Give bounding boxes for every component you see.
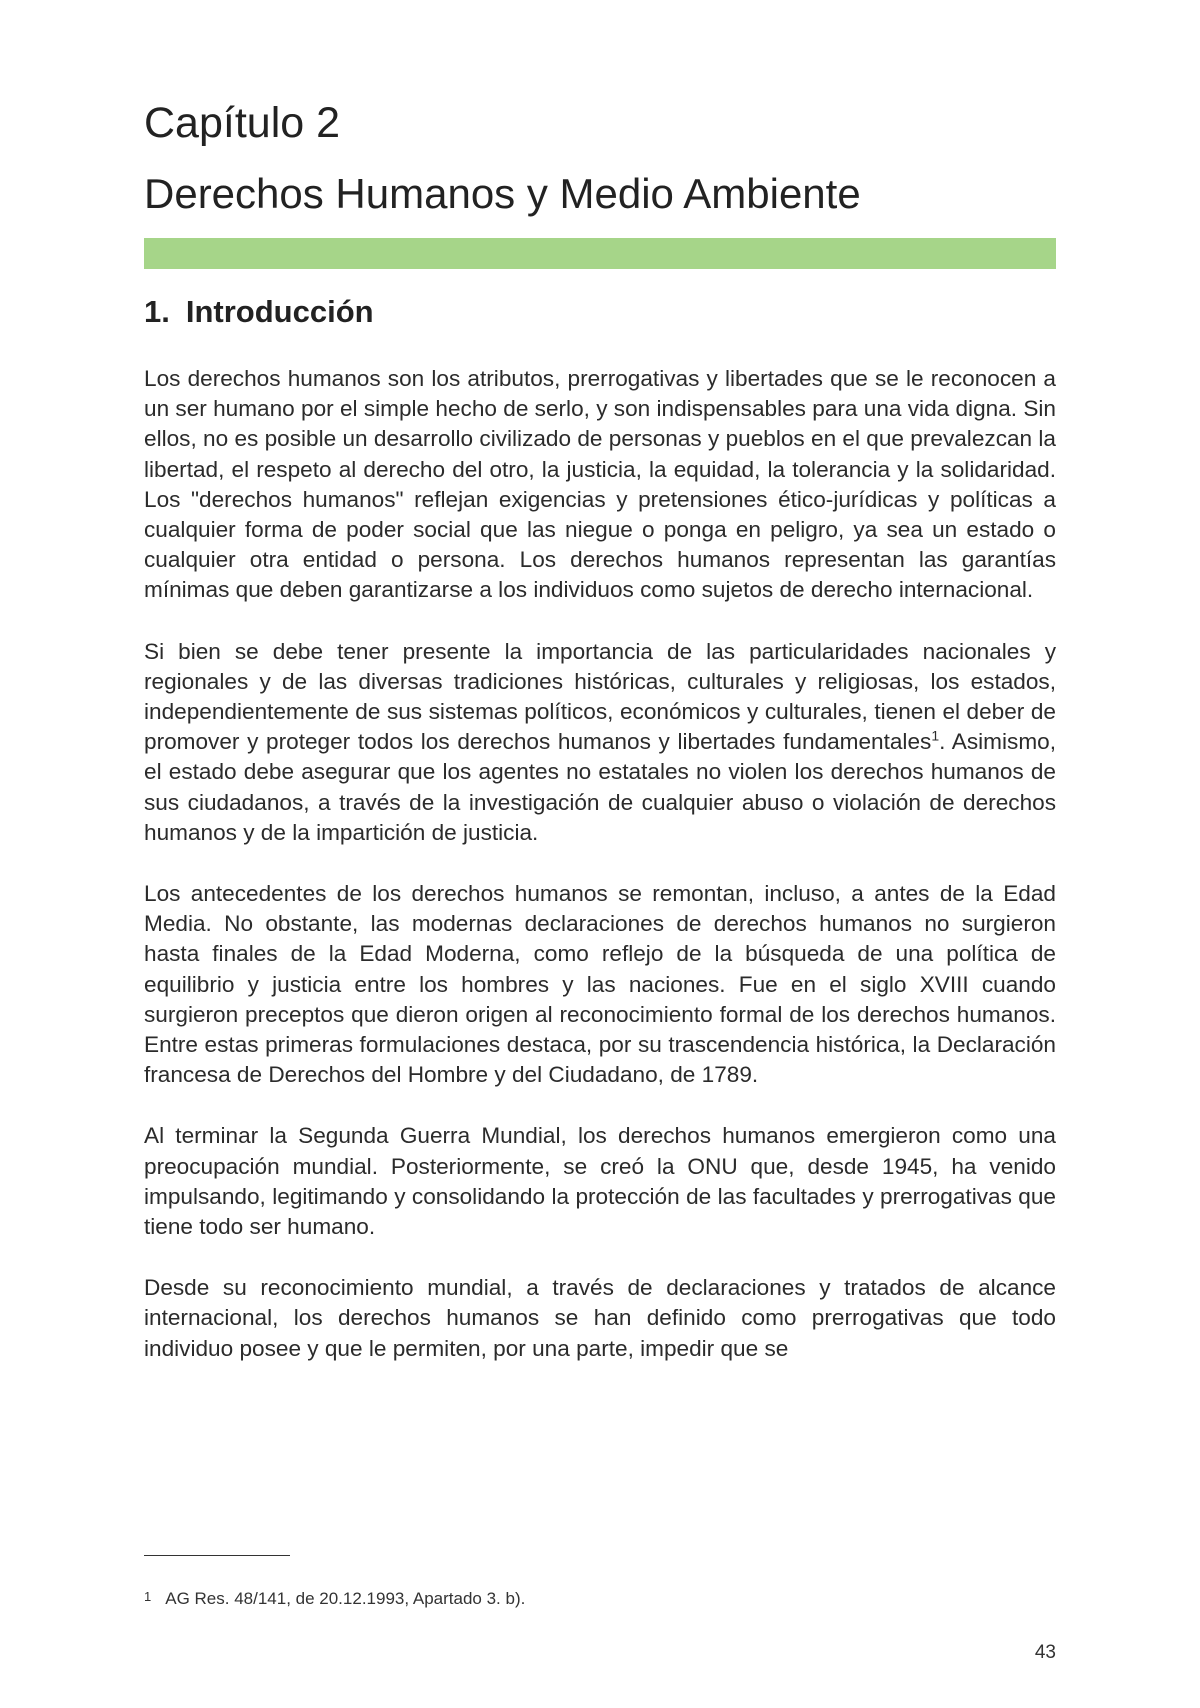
section-number: 1.	[144, 294, 170, 329]
page-number: 43	[1034, 1642, 1056, 1663]
paragraph-4: Al terminar la Segunda Guerra Mundial, los derechos humanos emergieron como una preocupación mundial. Posteriormente, se creó la ONU que, desde 1945, ha venido impulsando, legitimando y consolidando la protección de las facultades y prerrogativas que tiene todo ser humano.	[144, 1123, 1056, 1240]
paragraph-1: Los derechos humanos son los atributos, prerrogativas y libertades que se le reconocen a un ser humano por el simple hecho de serlo, y son indispensables para una vida digna. Sin ellos, no es posible un desarrollo civilizado de personas y pueblos en el que prevalezcan la libertad, el respeto al derecho del otro, la justicia, la equidad, la tolerancia y la solidaridad. Los "derechos humanos" reflejan exigencias y pretensiones ético-jurídicas y políticas a cualquier forma de poder social que las niegue o ponga en peligro, ya sea un estado o cualquier otra entidad o persona. Los derechos humanos representan las garantías mínimas que deben garantizarse a los individuos como sujetos de derecho internacional.	[144, 366, 1056, 603]
footnote-reference[interactable]: 1	[931, 727, 940, 744]
paragraph-5: Desde su reconocimiento mundial, a través de declaraciones y tratados de alcance internacional, los derechos humanos se han definido como prerrogativas que todo individuo posee y que le permiten, por una parte, impedir que se	[144, 1275, 1056, 1361]
chapter-label: Capítulo 2	[144, 99, 341, 147]
paragraph-2	[144, 637, 1056, 848]
footnote-text: AG Res. 48/141, de 20.12.1993, Apartado 3. b).	[165, 1589, 526, 1608]
document-page	[144, 0, 1056, 1708]
footnote	[144, 1590, 525, 1607]
chapter-accent-bar	[144, 238, 1056, 269]
chapter-title: Derechos Humanos y Medio Ambiente	[144, 170, 861, 217]
section-heading	[144, 296, 374, 327]
footnote-mark: 1	[144, 1589, 152, 1604]
section-title: Introducción	[185, 294, 374, 329]
paragraph-2-text-start: Si bien se debe tener presente la importancia de las particularidades nacionales y regionales y de las diversas tradiciones históricas, culturales y religiosas, los estados, independientemente de sus sistemas políticos, económicos y culturales, tienen el deber de promover y proteger todos los derechos humanos y libertades fundamentales	[144, 638, 1056, 755]
body-text	[144, 364, 1056, 1395]
paragraph-3: Los antecedentes de los derechos humanos se remontan, incluso, a antes de la Edad Media. No obstante, las modernas declaraciones de derechos humanos no surgieron hasta finales de la Edad Moderna, como reflejo de la búsqueda de una política de equilibrio y justicia entre los hombres y las naciones. Fue en el siglo XVIII cuando surgieron preceptos que dieron origen al reconocimiento formal de los derechos humanos. Entre estas primeras formulaciones destaca, por su trascendencia histórica, la Declaración francesa de Derechos del Hombre y del Ciudadano, de 1789.	[144, 881, 1056, 1088]
footnote-divider	[144, 1555, 290, 1556]
paragraph-2-text-end: . Asimismo, el estado debe asegurar que los agentes no estatales no violen los derechos humanos de sus ciudadanos, a través de la investigación de cualquier abuso o violación de derechos humanos y de la impartición de justicia.	[144, 729, 1056, 845]
